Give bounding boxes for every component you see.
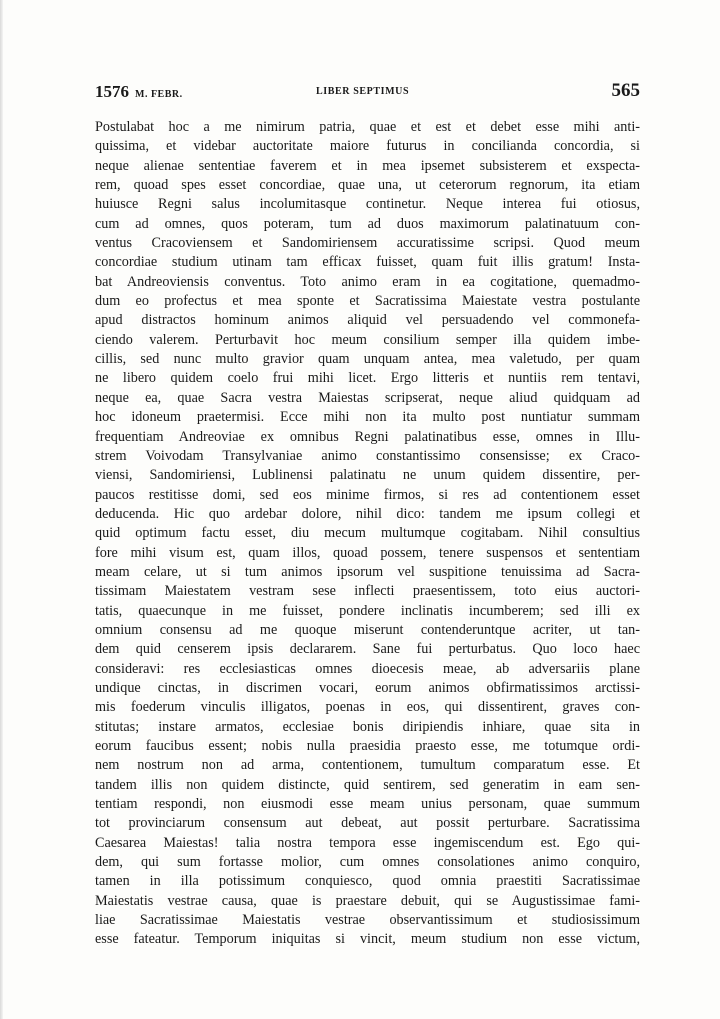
text-line: meam celare, ut si tum animos ipsorum vel suspitione tenuissima ad Sacra- — [95, 563, 640, 580]
text-line: quid optimum factu esset, diu mecum multumque cogitabam. Nihil consultius — [95, 525, 640, 542]
text-line: stitutas; instare armatos, ecclesiae bonis diripiendis inhiare, quae sita in — [95, 718, 640, 735]
text-line: tamen in illa potissimum conquiesco, quod omnia praestiti Sacratissimae — [95, 873, 640, 890]
text-line: fore mihi visum est, quam illos, quoad possem, tenere suspensos et sententiam — [95, 544, 640, 561]
text-line: deducenda. Hic quo ardebar dolore, nihil dico: tandem me ipsum collegi et — [95, 505, 640, 522]
text-line: apud distractos hominum animos aliquid vel persuadendo vel commonefa- — [95, 312, 640, 329]
text-line: tot provinciarum consensum aut debeat, aut possit perturbare. Sacratissima — [95, 815, 640, 832]
text-line: rem, quoad spes esset concordiae, quae una, ut ceterorum regnorum, ita etiam — [95, 177, 640, 194]
running-head-year: 1576 — [95, 82, 129, 101]
text-line: hoc idoneum praetermisi. Ecce mihi non ita multo post nuntiatur summam — [95, 409, 640, 426]
text-line: cum ad omnes, quos poteram, tum ad duos maximorum palatinatuum con- — [95, 215, 640, 232]
text-line: Maiestatis vestrae causa, quae is praestare debuit, qui se Augustissimae fami- — [95, 892, 640, 909]
text-line: ne libero quidem coelo frui mihi licet. Ergo litteris et nuntiis rem tentavi, — [95, 370, 640, 387]
running-head — [95, 80, 640, 104]
text-line: omnium consensu ad me quoque miserunt contenderuntque acriter, ut tan- — [95, 621, 640, 638]
page-number: 565 — [611, 80, 640, 101]
text-line: cillis, sed nunc multo gravior quam unquam antea, mea valetudo, per quam — [95, 351, 640, 368]
text-line: nem nostrum non ad arma, contentionem, tumultum comparatum esse. Et — [95, 757, 640, 774]
text-line: quissima, et videbar auctoritate maiore futurus in concilianda concordia, si — [95, 138, 640, 155]
text-line: Postulabat hoc a me nimirum patria, quae et est et debet esse mihi anti- — [95, 119, 640, 135]
text-line: ventus Cracoviensem et Sandomiriensem accuratissime scripsi. Quod meum — [95, 235, 640, 252]
text-line: dem, qui sum fortasse molior, cum omnes consolationes animo conquiro, — [95, 854, 640, 871]
page-edge-shadow — [0, 0, 3, 1019]
text-line: liae Sacratissimae Maiestatis vestrae observantissimum et studiosissimum — [95, 912, 640, 929]
body-text — [95, 118, 640, 950]
text-line: strem Voivodam Transylvaniae animo constantissimo consensisse; ex Craco- — [95, 447, 640, 464]
text-line: concordiae studium utinam tam efficax fuisset, quam fuit illis gratum! Insta- — [95, 254, 640, 271]
text-line: esse fateatur. Temporum iniquitas si vincit, meum studium non esse victum, — [95, 931, 640, 948]
running-head-date — [95, 82, 183, 102]
text-line: eorum faucibus essent; nobis nulla praesidia praesto esse, me totumque ordi- — [95, 738, 640, 754]
text-line: consideravi: res ecclesiasticas omnes dioecesis meae, ab adversariis plane — [95, 660, 640, 677]
text-line: viensi, Sandomiriensi, Lublinensi palatinatu ne unum quidem dissentire, per- — [95, 467, 640, 484]
text-line: paucos restitisse domi, sed eos minime firmos, si res ad contentionem esset — [95, 486, 640, 503]
text-line: bat Andreoviensis conventus. Toto animo eram in ea cogitatione, quemadmo- — [95, 273, 640, 290]
text-line: neque ea, quae Sacra vestra Maiestas scripserat, neque aliud quidquam ad — [95, 389, 640, 406]
text-line: dum eo profectus et mea sponte et Sacratissima Maiestate vestra postulante — [95, 293, 640, 310]
text-line: neque alienae sententiae faverem et in mea ipsemet subsisterem et exspecta- — [95, 157, 640, 174]
text-line: ciendo valerem. Perturbavit hoc meum consilium semper illa quidem imbe- — [95, 331, 640, 348]
text-line: dem quid censerem ipsis declararem. Sane fui perturbatus. Quo loco haec — [95, 641, 640, 658]
text-line: tentiam respondi, non eiusmodi esse meam unius personam, quae summum — [95, 796, 640, 813]
text-line: frequentiam Andreoviae ex omnibus Regni palatinatibus esse, omnes in Illu- — [95, 428, 640, 445]
text-line: tissimam Maiestatem vestram sese inflecti praesentissem, toto eius auctori- — [95, 583, 640, 600]
running-head-month: M. FEBR. — [135, 89, 183, 100]
text-line: Caesarea Maiestas! talia nostra tempora esse ingemiscendum est. Ego qui- — [95, 834, 640, 851]
text-line: huiusce Regni salus incolumitasque continetur. Neque interea fui otiosus, — [95, 196, 640, 213]
text-line: mis foederum vinculis illigatos, poenas in eos, qui dissentirent, graves con- — [95, 699, 640, 716]
running-head-title: LIBER SEPTIMUS — [316, 86, 410, 97]
text-line: undique cinctas, in discrimen vocari, eorum animos obfirmatissimos arctissi- — [95, 679, 640, 696]
text-line: tandem illis non quidem distincte, quid sentirem, sed generatim in eam sen- — [95, 776, 640, 793]
text-line: tatis, quaecunque in me fuisset, pondere inclinatis incumberem; sed illi ex — [95, 602, 640, 619]
